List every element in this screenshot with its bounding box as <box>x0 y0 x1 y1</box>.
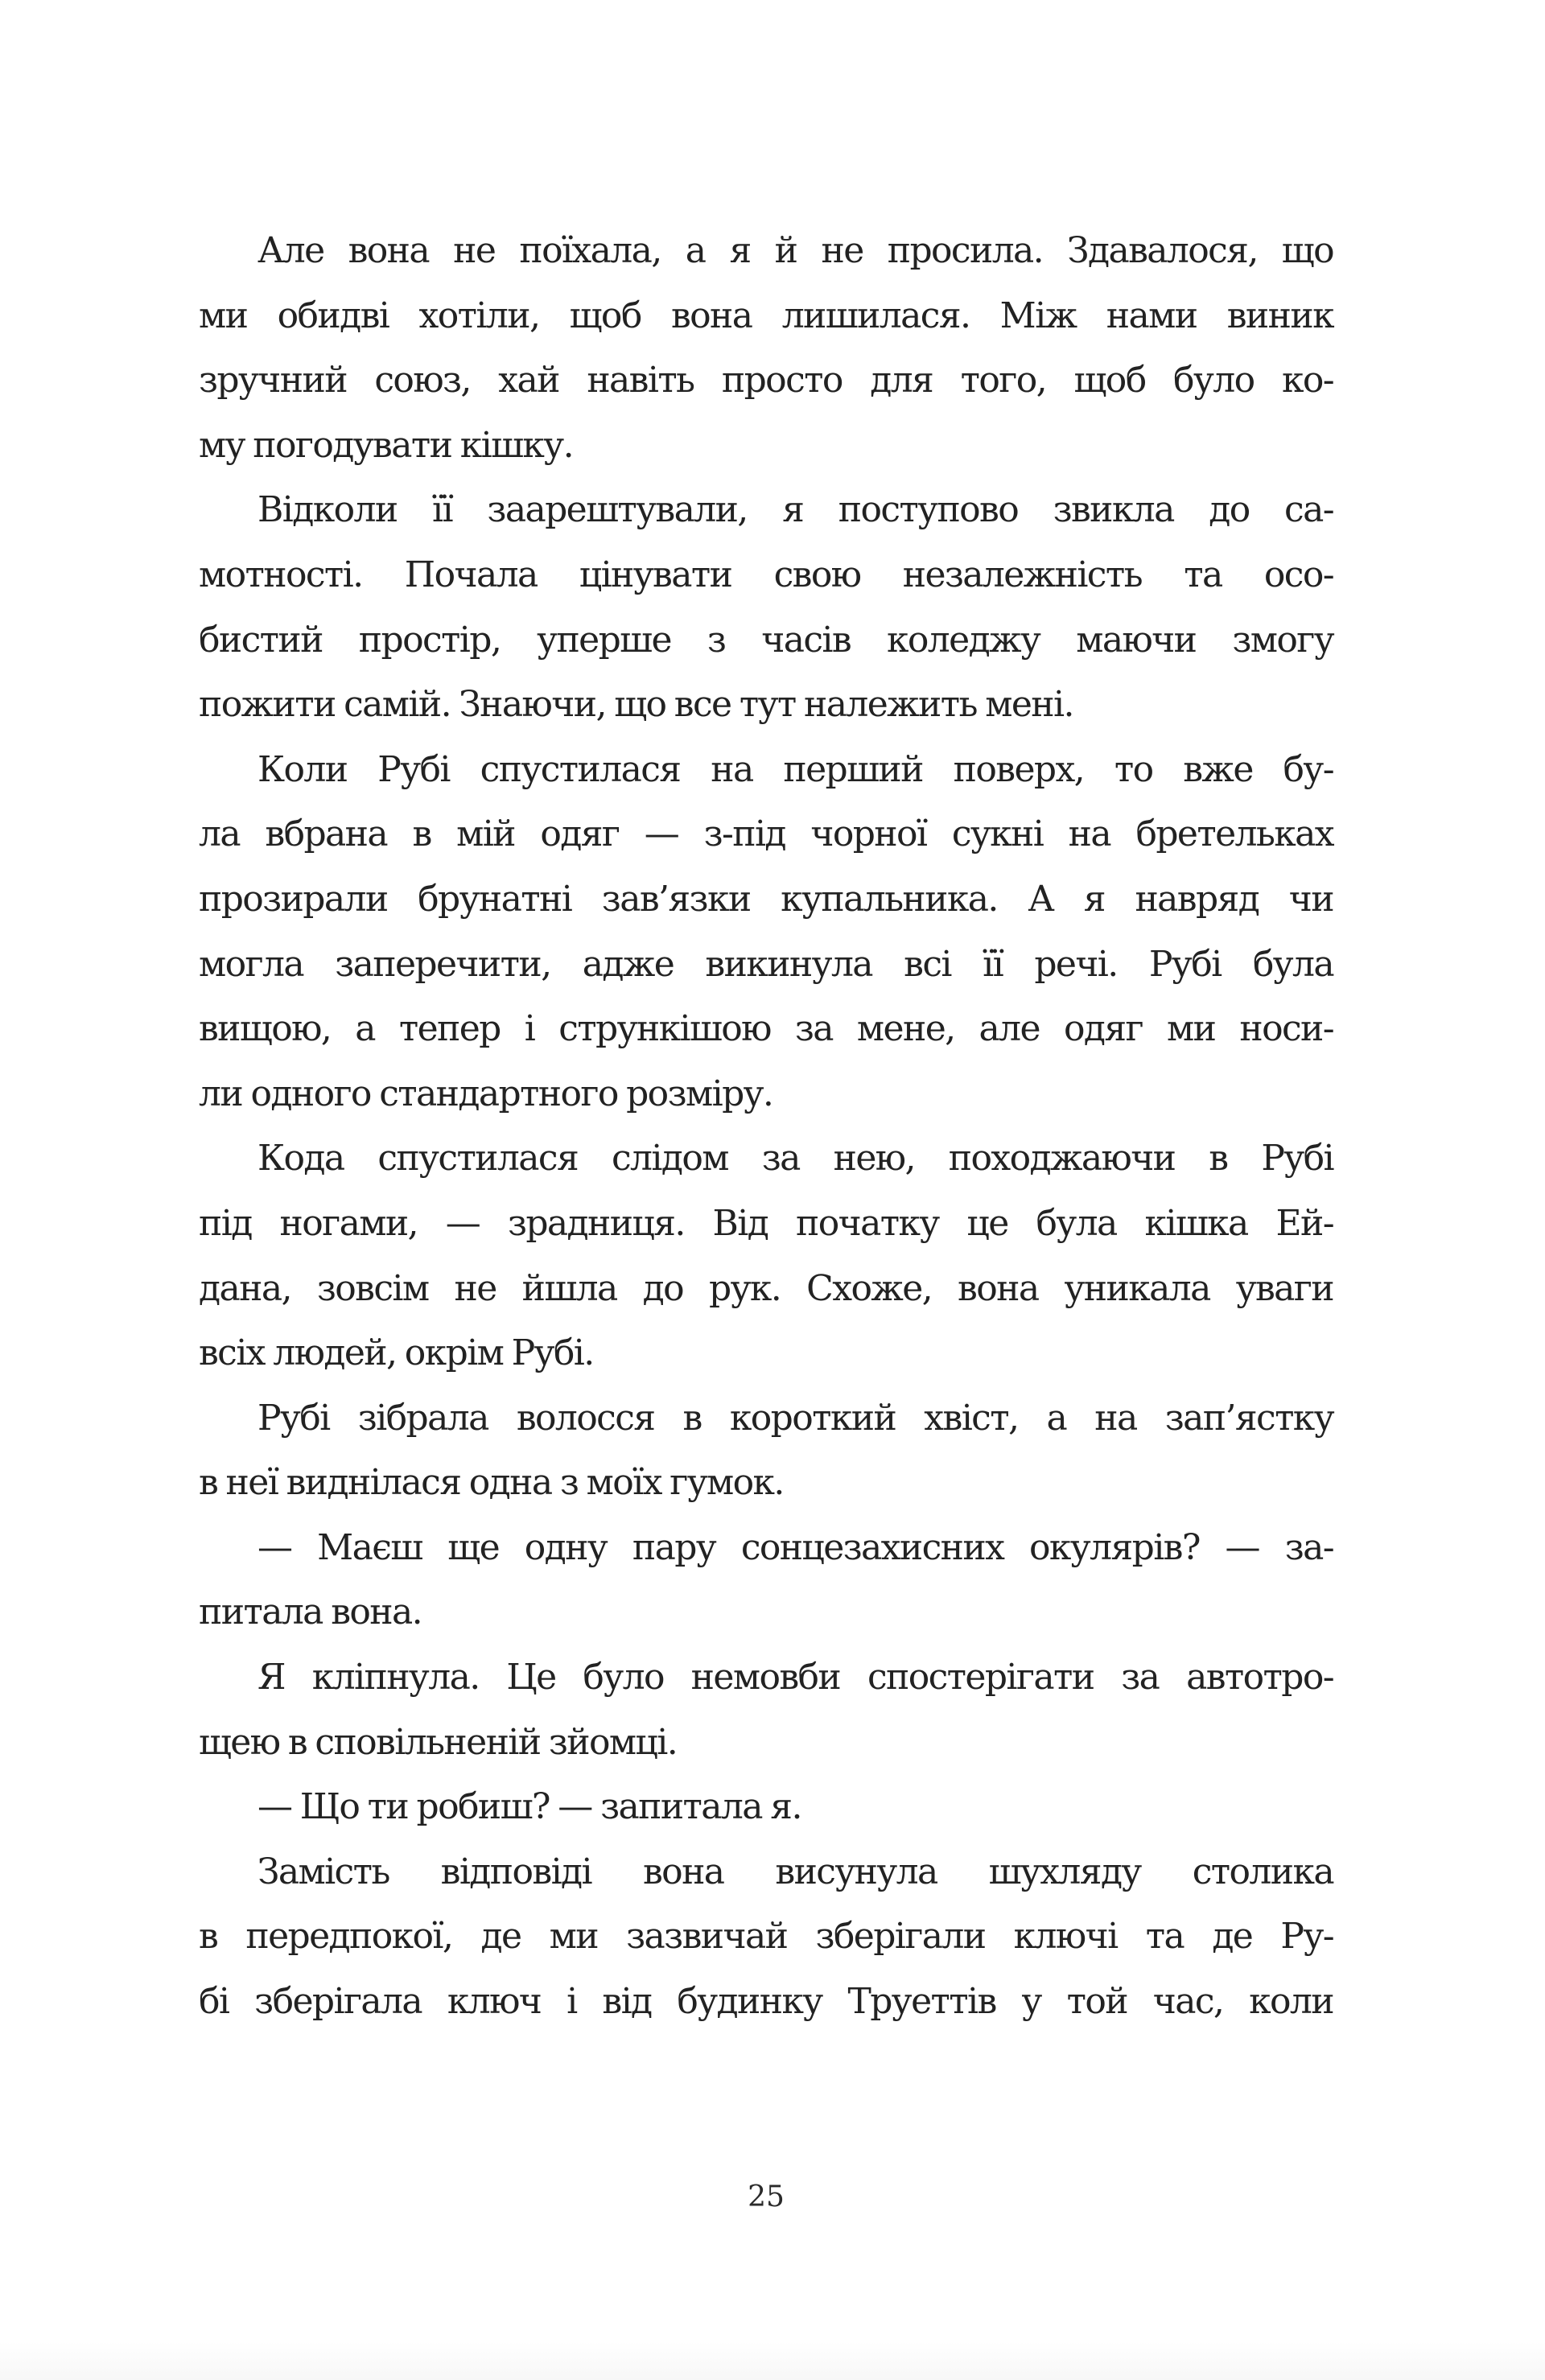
text-line: щею в сповільненій зйомці. <box>199 1721 678 1763</box>
text-line: — Що ти робиш? — запитала я. <box>258 1786 801 1828</box>
body-text <box>199 219 1333 2035</box>
text-line: зручний союз, хай навіть просто для того, щоб було ко- <box>199 360 1333 401</box>
text-line: вищою, а тепер і стрункішою за мене, але одяг ми носи- <box>199 1008 1333 1050</box>
text-line: ла вбрана в мій одяг — з-під чорної сукні на бретельках <box>199 813 1333 855</box>
text-line: в передпокої, де ми зазвичай зберігали ключі та де Ру- <box>199 1916 1333 1958</box>
text-line: бистий простір, уперше з часів коледжу маючи змогу <box>199 619 1333 661</box>
text-line: прозирали брунатні зав’язки купальника. А я навряд чи <box>199 878 1333 920</box>
text-line: бі зберігала ключ і від будинку Труеттів у той час, коли <box>199 1981 1333 2023</box>
text-line: Але вона не поїхала, а я й не просила. Здавалося, що <box>258 230 1333 271</box>
text-line: питала вона. <box>199 1591 422 1633</box>
text-line: під ногами, — зрадниця. Від початку це була кішка Ей- <box>199 1202 1333 1244</box>
text-line: — Маєш ще одну пару сонцезахисних окулярів? — за- <box>258 1526 1333 1568</box>
text-line: дана, зовсім не йшла до рук. Схоже, вона уникала уваги <box>199 1267 1333 1309</box>
text-line: ми обидві хотіли, щоб вона лишилася. Між нами виник <box>199 294 1333 336</box>
paragraph <box>199 1645 1333 1775</box>
text-line: Замість відповіді вона висунула шухляду столика <box>258 1851 1333 1892</box>
text-line: Відколи її заарештували, я поступово звикла до са- <box>258 489 1333 531</box>
text-line: пожити самій. Знаючи, що все тут належить мені. <box>199 684 1073 726</box>
text-line: всіх людей, окрім Рубі. <box>199 1332 594 1374</box>
paragraph <box>199 219 1333 478</box>
text-line: могла заперечити, адже викинула всі її речі. Рубі була <box>199 943 1333 985</box>
paragraph <box>199 478 1333 737</box>
paragraph <box>199 738 1333 1127</box>
text-line: Кода спустилася слідом за нею, походжаючи в Рубі <box>258 1138 1333 1180</box>
text-line: ли одного стандартного розміру. <box>199 1073 773 1114</box>
paragraph <box>199 1840 1333 2035</box>
page-number: 25 <box>748 2180 785 2213</box>
dialogue-paragraph <box>199 1516 1333 1645</box>
paragraph <box>199 1126 1333 1386</box>
text-line: Коли Рубі спустилася на перший поверх, то вже бу- <box>258 748 1333 790</box>
paragraph <box>199 1386 1333 1516</box>
text-line: Я кліпнула. Це було немовби спостерігати за автотро- <box>258 1657 1333 1699</box>
text-line: Рубі зібрала волосся в короткий хвіст, а на зап’ястку <box>258 1397 1333 1439</box>
dialogue-paragraph <box>199 1775 1333 1840</box>
text-line: мотності. Почала цінувати свою незалежність та осо- <box>199 554 1333 595</box>
text-line: в неї виднілася одна з моїх гумок. <box>199 1462 784 1504</box>
text-line: му погодувати кішку. <box>199 424 573 466</box>
